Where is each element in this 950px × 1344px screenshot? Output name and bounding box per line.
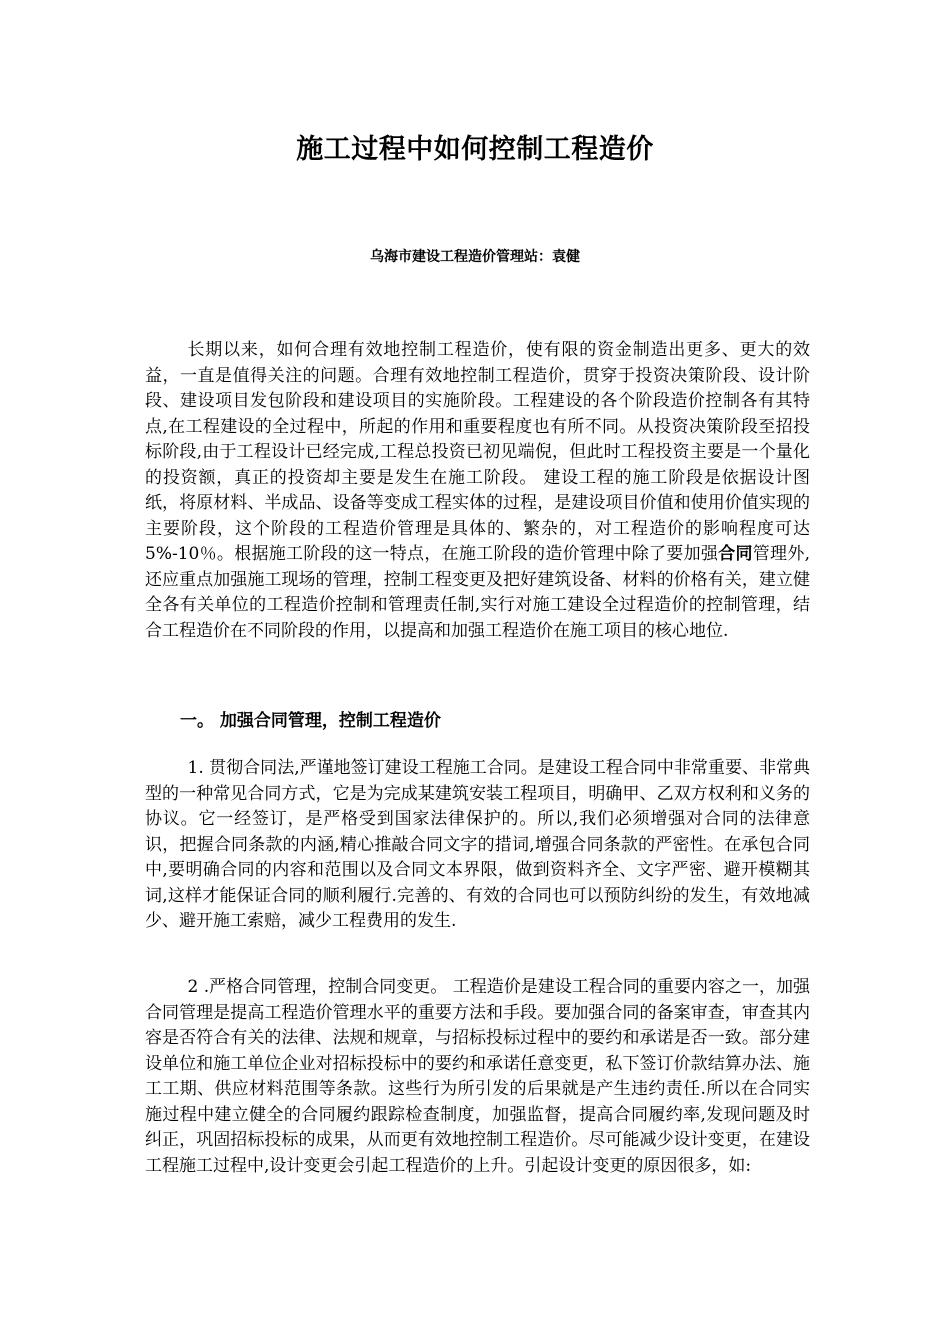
item-1-paragraph: 1. 贯彻合同法,严谨地签订建设工程施工合同。是建设工程合同中非常重要、非常典型的一种常见合同方式，它是为完成某建筑安装工程项目，明确甲、乙双方权利和义务的协议。它一经签订，是严格受到国家法律保护的。所以,我们必须增强对合同的法律意识，把握合同条款的内涵,精心推敲合同文字的措词,增强合同条款的严密性。在承包合同中,要明确合同的内容和范围以及合同文本界限，做到资料齐全、文字严密、避开模糊其词,这样才能保证合同的顺利履行.完善的、有效的合同也可以预防纠纷的发生，有效地减少、避开施工索赔，减少工程费用的发生. [145,758,810,931]
intro-text-part2: 管理外,还应重点加强施工现场的管理，控制工程变更及把好建筑设备、材料的价格有关，建立健全各有关单位的工程造价控制和管理责任制,实行对施工建设全过程造价的控制管理，结合工程造价在不同阶段的作用，以提高和加强工程造价在施工项目的核心地位. [145,544,811,641]
section-heading-1: 一。 加强合同管理，控制工程造价 [180,711,441,731]
document-title: 施工过程中如何控制工程造价 [296,134,654,165]
intro-paragraph [145,338,810,644]
intro-bold-term: 合同 [718,544,753,564]
author-line: 乌海市建设工程造价管理站：袁健 [370,249,580,265]
item-2-paragraph: 2 .严格合同管理，控制合同变更。 工程造价是建设工程合同的重要内容之一，加强合同管理是提高工程造价管理水平的重要方法和手段。要加强合同的备案审查，审查其内容是否符合有关的法律、法规和规章，与招标投标过程中的要约和承诺是否一致。部分建设单位和施工单位企业对招标投标中的要约和承诺任意变更，私下签订价款结算办法、施工工期、供应材料范围等条款。这些行为所引发的后果就是产生违约责任.所以在合同实施过程中建立健全的合同履约跟踪检查制度，加强监督，提高合同履约率,发现问题及时纠正，巩固招标投标的成果，从而更有效地控制工程造价。尽可能减少设计变更，在建设工程施工过程中,设计变更会引起工程造价的上升。引起设计变更的原因很多，如: [145,977,810,1176]
intro-text-part1: 长期以来，如何合理有效地控制工程造价，使有限的资金制造出更多、更大的效益，一直是值得关注的问题。合理有效地控制工程造价，贯穿于投资决策阶段、设计阶段、建设项目发包阶段和建设项目的实施阶段。工程建设的各个阶段造价控制各有其特点,在工程建设的全过程中，所起的作用和重要程度也有所不同。从投资决策阶段至招投标阶段,由于工程设计已经完成,工程总投资已初见端倪，但此时工程投资主要是一个量化的投资额，真正的投资却主要是发生在施工阶段。 建设工程的施工阶段是依据设计图纸，将原材料、半成品、设备等变成工程实体的过程，是建设项目价值和使用价值实现的主要阶段，这个阶段的工程造价管理是具体的、繁杂的，对工程造价的影响程度可达 5%-10％。根据施工阶段的这一特点，在施工阶段的造价管理中除了要加强 [145,340,810,564]
